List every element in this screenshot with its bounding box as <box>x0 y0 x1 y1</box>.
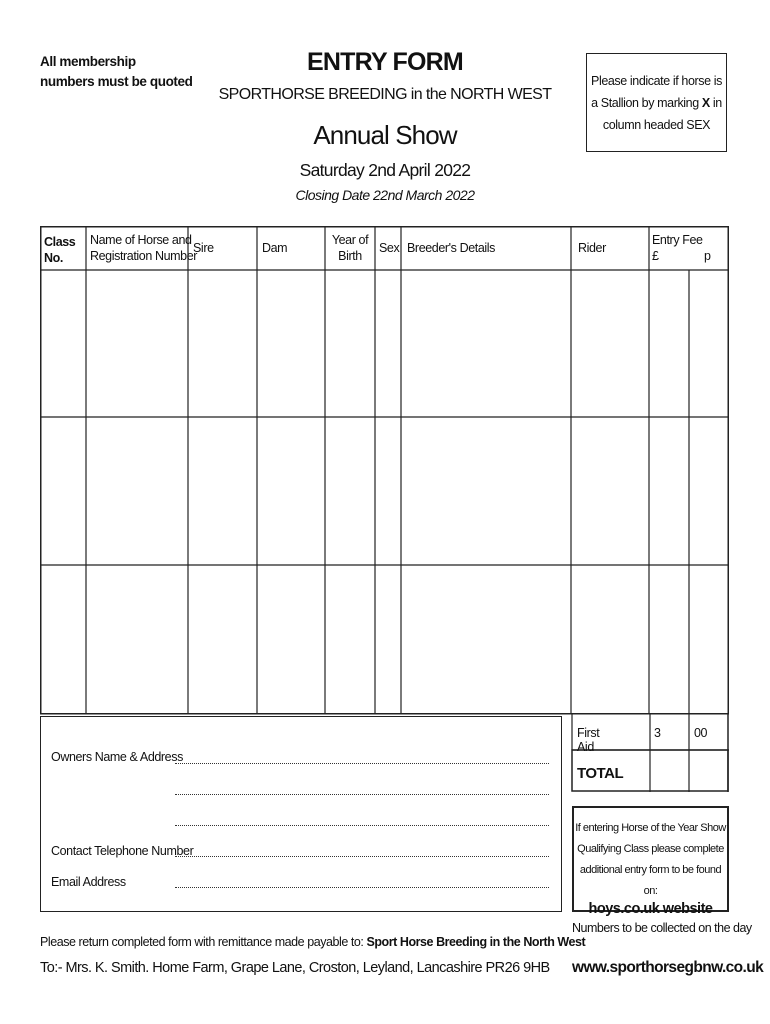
form-title: ENTRY FORM <box>307 48 463 76</box>
first-aid-pounds: 3 <box>654 726 661 740</box>
total-pence-field[interactable] <box>690 751 727 790</box>
header-class-no <box>44 234 75 266</box>
hoys-website-link[interactable]: hoys.co.uk website <box>588 901 713 917</box>
numbers-collection-note: Numbers to be collected on the day <box>572 921 752 935</box>
entry-row-2[interactable] <box>40 418 729 565</box>
website-link[interactable]: www.sporthorsegbnw.co.uk <box>572 959 764 976</box>
first-aid-label: First Aid <box>577 726 600 754</box>
header-fee-units <box>652 248 726 264</box>
return-instructions <box>40 935 585 949</box>
total-label: TOTAL <box>577 765 624 782</box>
header-dam: Dam <box>262 241 288 255</box>
contact-phone-label: Contact Telephone Number <box>51 844 194 858</box>
organisation-subtitle: SPORTHORSE BREEDING in the NORTH WEST <box>218 86 552 103</box>
return-prefix: Please return completed form with remittance made payable to: <box>40 935 364 949</box>
header-breeders-details: Breeder's Details <box>407 241 495 255</box>
header-horse-line-1: Name of Horse and <box>90 233 192 247</box>
entry-table <box>40 226 729 714</box>
show-name: Annual Show <box>313 120 457 150</box>
header-yob-line-2: Birth <box>338 249 362 263</box>
entry-row-3[interactable] <box>40 566 729 713</box>
stallion-note-suffix: in column headed SEX <box>602 95 722 132</box>
header-sire: Sire <box>193 241 214 255</box>
header-entry-fee <box>652 232 726 264</box>
payee-name: Sport Horse Breeding in the North West <box>366 935 586 949</box>
header-rider: Rider <box>578 241 606 255</box>
header-horse-line-2: Registration Number <box>90 249 198 263</box>
membership-line-2: numbers must be quoted <box>40 74 193 89</box>
show-date: Saturday 2nd April 2022 <box>299 160 471 180</box>
first-aid-pence: 00 <box>694 726 708 740</box>
hoys-line-3: additional entry form to be found on: <box>579 864 722 897</box>
hoys-notice-box <box>572 806 729 917</box>
total-pounds-field[interactable] <box>651 751 688 790</box>
return-address: To:- Mrs. K. Smith. Home Farm, Grape Lane, Croston, Leyland, Lancashire PR26 9HB <box>40 960 550 976</box>
email-field[interactable] <box>175 887 549 888</box>
header-year-of-birth <box>325 232 375 264</box>
header-class-line-1: Class <box>44 235 76 249</box>
owners-address-line-1[interactable] <box>175 763 549 764</box>
hoys-line-1: If entering Horse of the Year Show <box>575 822 726 834</box>
hoys-line-2: Qualifying Class please complete <box>577 843 724 855</box>
header-fee-line-1: Entry Fee <box>652 233 703 247</box>
contact-phone-field[interactable] <box>175 856 549 857</box>
closing-date: Closing Date 22nd March 2022 <box>295 187 475 203</box>
header-class-line-2: No. <box>44 251 63 265</box>
owner-details-box <box>40 716 562 912</box>
header-yob-line-1: Year of <box>331 233 369 247</box>
stallion-instruction-box <box>586 53 727 152</box>
header-sex: Sex <box>379 241 400 255</box>
stallion-note-prefix: Please indicate if horse is a Stallion by marking <box>591 73 722 110</box>
stallion-note-mark: X <box>701 95 710 110</box>
owners-name-address-label: Owners Name & Address <box>51 750 183 764</box>
hoys-notice-text <box>574 808 727 902</box>
owners-address-line-3[interactable] <box>175 825 549 826</box>
header-fee-pounds: £ <box>652 249 659 263</box>
membership-line-1: All membership <box>40 54 136 69</box>
entry-row-1[interactable] <box>40 271 729 417</box>
email-label: Email Address <box>51 875 126 889</box>
owners-address-line-2[interactable] <box>175 794 549 795</box>
header-fee-pence: p <box>704 249 711 263</box>
header-horse-name <box>90 232 197 264</box>
stallion-instruction-text <box>591 70 722 136</box>
